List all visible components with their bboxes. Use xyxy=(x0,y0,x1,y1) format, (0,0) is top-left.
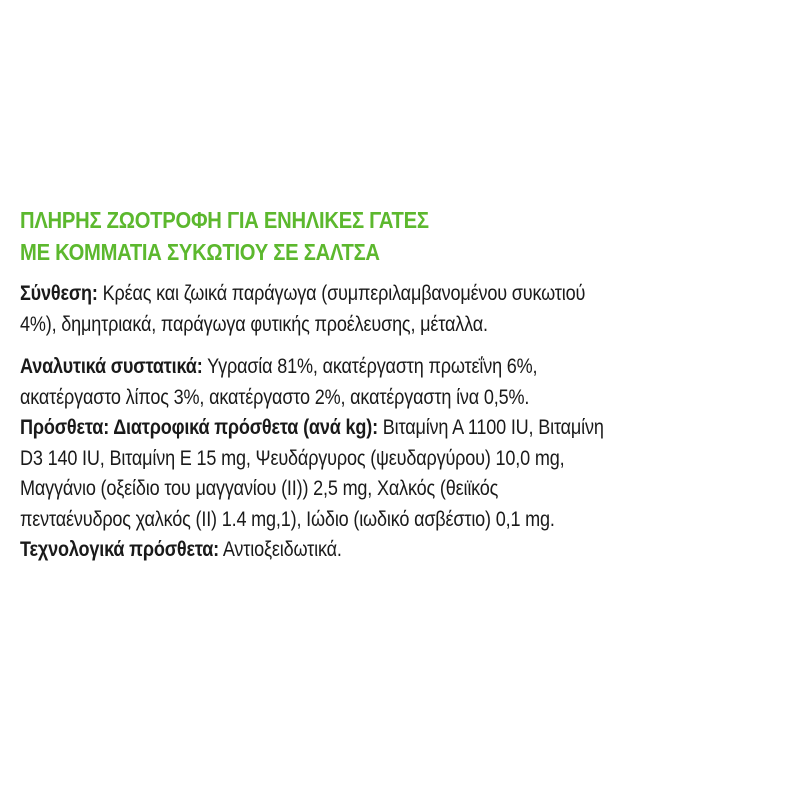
composition-section xyxy=(20,279,782,340)
analytical-label: Αναλυτικά συστατικά: xyxy=(20,355,203,378)
composition-line-1 xyxy=(20,279,782,310)
additives-text-1: Βιταμίνη Α 1100 IU, Βιταμίνη xyxy=(377,416,604,439)
tech-additives-text: Αντιοξειδωτικά. xyxy=(219,538,342,561)
tech-additives-label: Τεχνολογικά πρόσθετα: xyxy=(20,538,220,561)
analytical-line-1 xyxy=(20,352,782,383)
additives-section xyxy=(20,413,782,566)
tech-additives-line xyxy=(20,535,782,566)
additives-text-2: D3 140 IU, Βιταμίνη Ε 15 mg, Ψευδάργυρος (ψευδαργύρου) 10,0 mg, xyxy=(20,446,565,470)
product-title-line-1: ΠΛΗΡΗΣ ΖΩΟΤΡΟΦΗ ΓΙΑ ΕΝΗΛΙΚΕΣ ΓΑΤΕΣ xyxy=(20,207,429,233)
additives-text-4: πενταένυδρος χαλκός (ΙΙ) 1.4 mg,1), Ιώδιο (ιωδικό ασβέστιο) 0,1 mg. xyxy=(20,507,555,531)
additives-line-1 xyxy=(20,413,782,444)
analytical-text-2: ακατέργαστο λίπος 3%, ακατέργαστο 2%, ακατέργαστη ίνα 0,5%. xyxy=(20,385,530,409)
composition-label: Σύνθεση: xyxy=(20,282,98,305)
composition-text-1: Κρέας και ζωικά παράγωγα (συμπεριλαμβανομένου συκωτιού xyxy=(97,282,586,305)
ingredients-label xyxy=(20,204,784,566)
additives-label: Πρόσθετα: Διατροφικά πρόσθετα (ανά kg): xyxy=(20,416,378,439)
analytical-section xyxy=(20,352,782,413)
section-spacer xyxy=(20,340,784,352)
composition-text-2: 4%), δημητριακά, παράγωγα φυτικής προέλευσης, μέταλλα. xyxy=(20,312,488,336)
product-title xyxy=(20,204,782,268)
product-title-line-2: ΜΕ ΚΟΜΜΑΤΙΑ ΣΥΚΩΤΙΟΥ ΣΕ ΣΑΛΤΣΑ xyxy=(20,239,380,265)
additives-text-3: Μαγγάνιο (οξείδιο του μαγγανίου (ΙΙ)) 2,5 mg, Χαλκός (θειϊκός xyxy=(20,477,499,500)
analytical-text-1: Υγρασία 81%, ακατέργαστη πρωτεΐνη 6%, xyxy=(202,355,538,378)
